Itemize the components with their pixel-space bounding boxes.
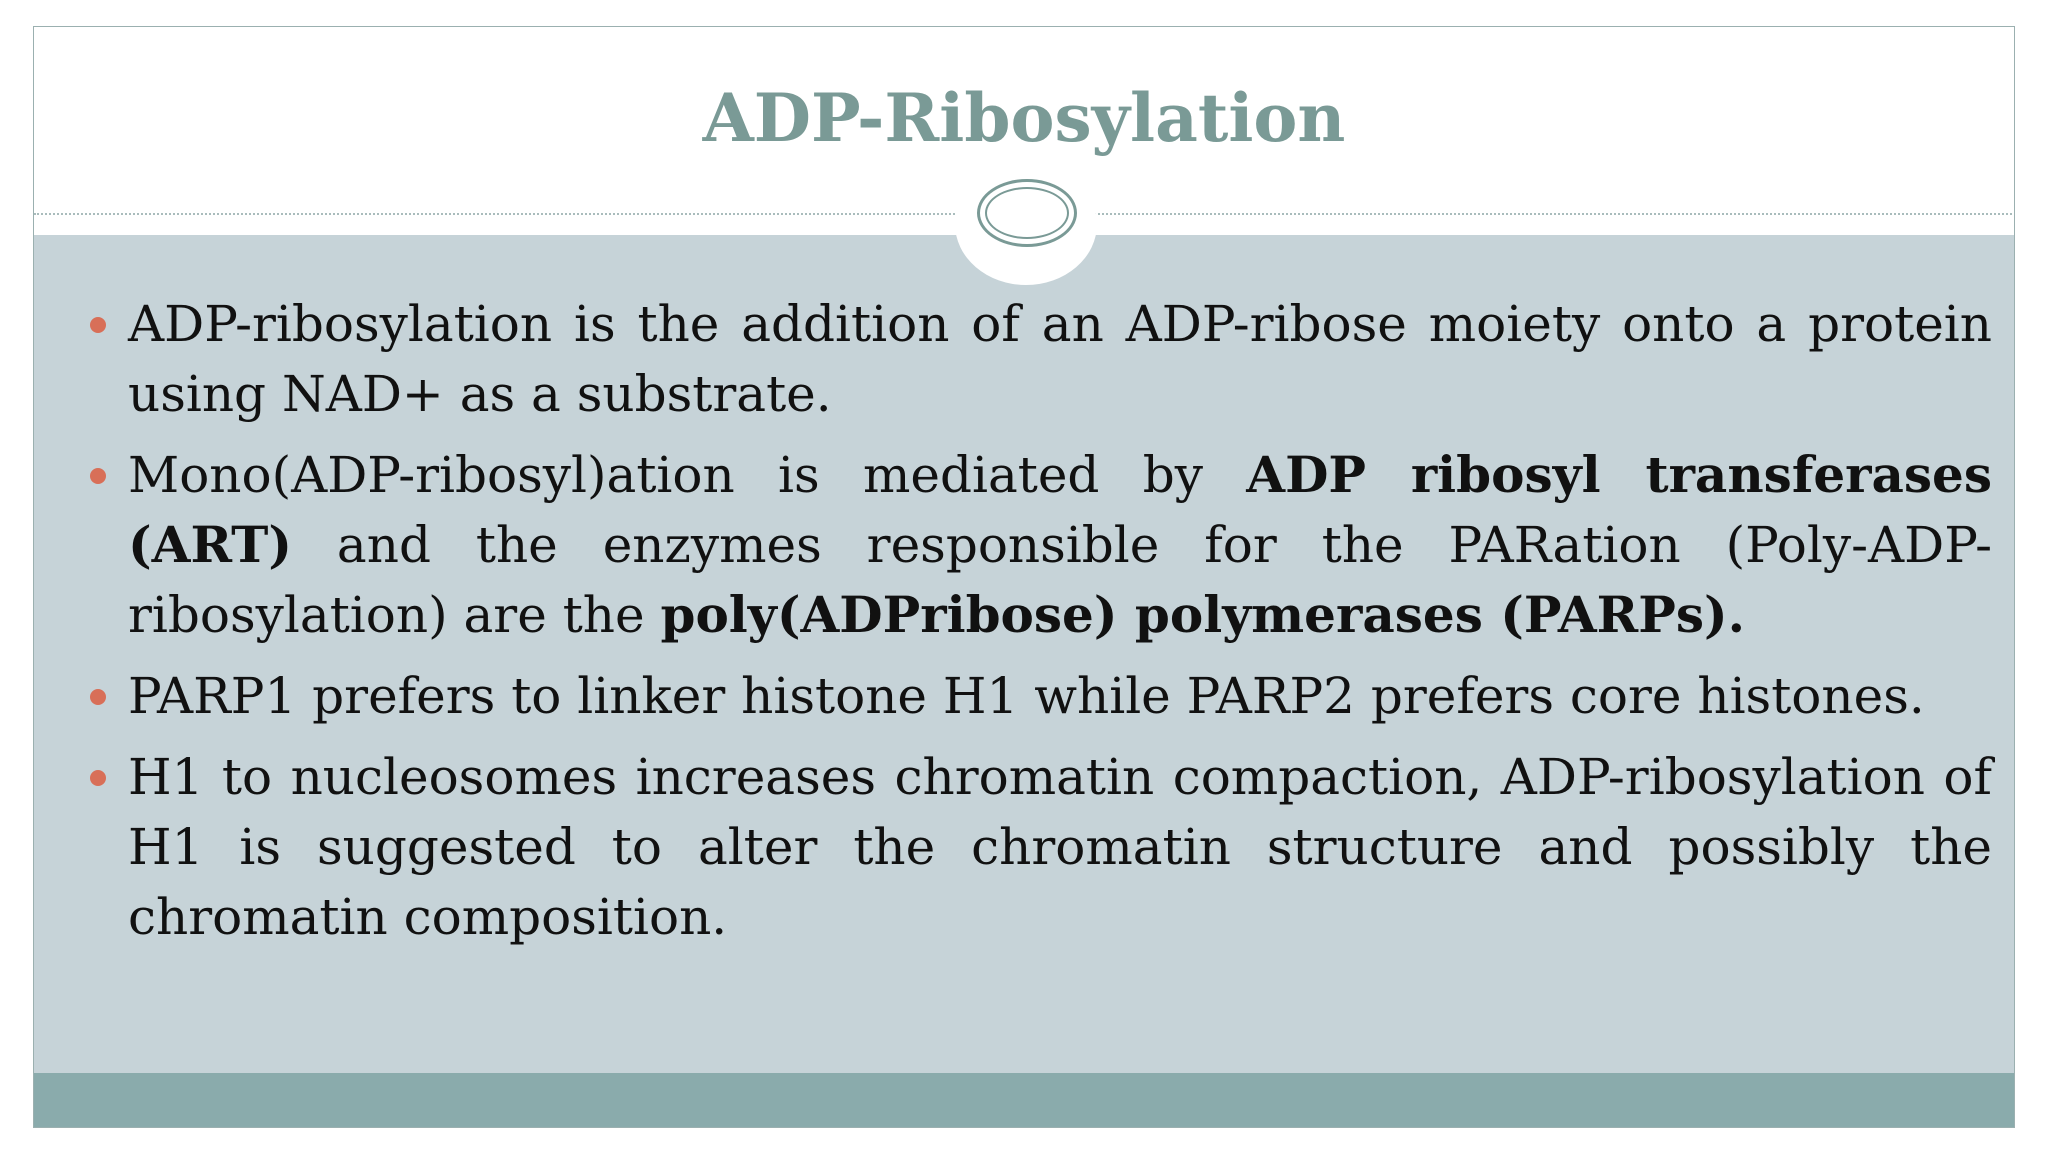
slide-title: ADP-Ribosylation xyxy=(702,79,1346,157)
bullet-text-bold: poly(ADPribose) polymerases (PARPs). xyxy=(660,585,1746,644)
bullet-item xyxy=(128,661,1992,731)
bullet-list xyxy=(128,289,1992,963)
bullet-text-bold: ADP ribosyl transferases (ART) xyxy=(128,445,1992,574)
bullet-text: and the enzymes responsible for the PARation (Poly-ADP-ribosylation) are the xyxy=(128,516,1992,644)
round-bullet-icon xyxy=(90,770,106,786)
bullet-text: H1 to nucleosomes increases chromatin compaction, ADP-ribosylation of H1 is suggested to alter the chromatin structure and possibly the chromatin composition. xyxy=(128,748,1992,946)
footer-band xyxy=(34,1073,2014,1128)
bullet-text: ADP-ribosylation is the addition of an ADP-ribose moiety onto a protein using NAD+ as a substrate. xyxy=(128,295,1992,423)
slide xyxy=(33,26,2015,1128)
round-bullet-icon xyxy=(90,689,106,705)
bullet-text: Mono(ADP-ribosyl)ation is mediated by xyxy=(128,446,1247,504)
round-bullet-icon xyxy=(90,468,106,484)
bullet-item xyxy=(128,742,1992,952)
bullet-item xyxy=(128,440,1992,650)
round-bullet-icon xyxy=(90,317,106,333)
bullet-text: PARP1 prefers to linker histone H1 while PARP2 prefers core histones. xyxy=(128,667,1925,725)
title-divider-left xyxy=(34,213,959,215)
bullet-item xyxy=(128,289,1992,429)
oval-ring-icon xyxy=(977,179,1077,247)
title-divider-right xyxy=(1094,213,2015,215)
